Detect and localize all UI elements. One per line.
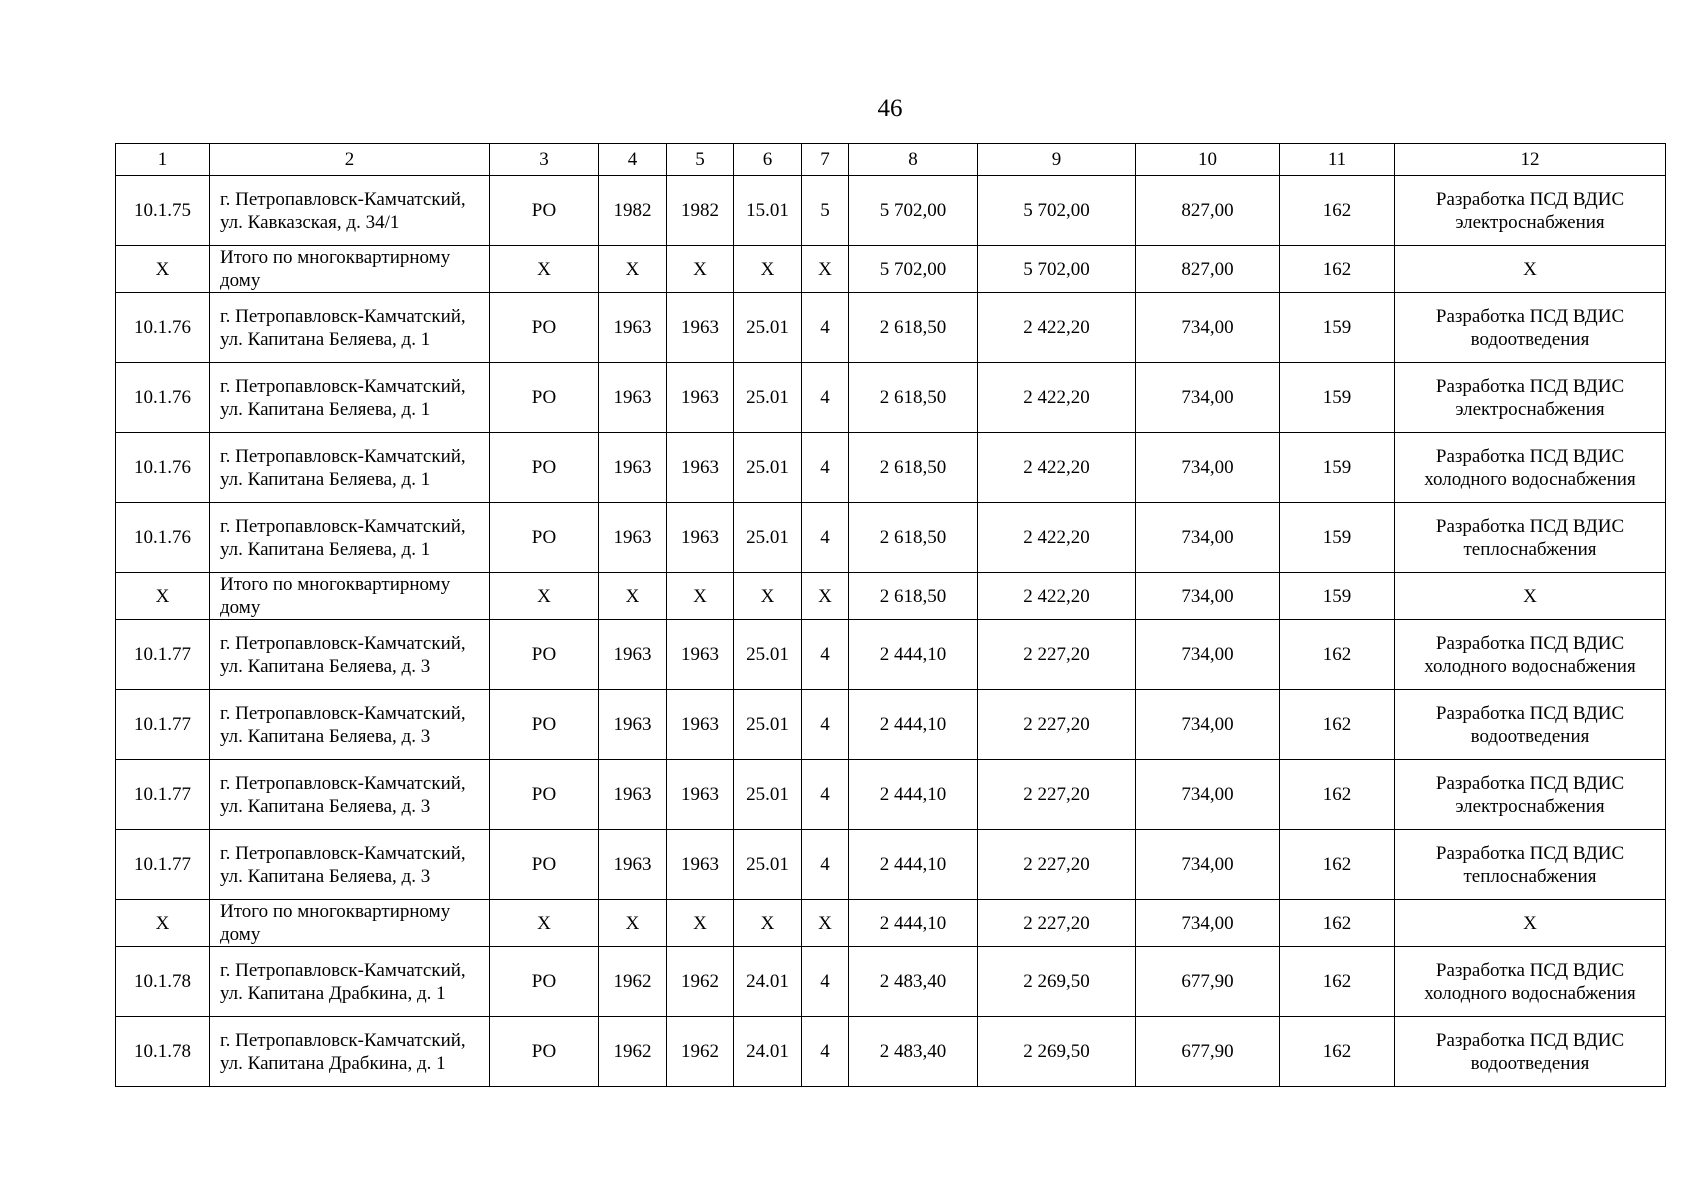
table-cell: 2 444,10 xyxy=(849,760,978,830)
table-cell: 2 618,50 xyxy=(849,293,978,363)
table-cell: 4 xyxy=(802,363,849,433)
table-cell: 10.1.75 xyxy=(116,176,210,246)
table-cell: Х xyxy=(667,246,734,293)
table-cell: г. Петропавловск-Камчатский, ул. Кавказская, д. 34/1 xyxy=(210,176,490,246)
table-cell: 10.1.78 xyxy=(116,1017,210,1087)
table-cell: РО xyxy=(490,760,599,830)
column-number-cell: 4 xyxy=(599,144,667,176)
table-cell: 827,00 xyxy=(1136,176,1280,246)
table-cell: 25.01 xyxy=(734,690,802,760)
table-cell: 1962 xyxy=(667,947,734,1017)
table-cell: г. Петропавловск-Камчатский, ул. Капитана Беляева, д. 1 xyxy=(210,363,490,433)
table-cell: РО xyxy=(490,503,599,573)
table-cell: 734,00 xyxy=(1136,620,1280,690)
table-cell: 734,00 xyxy=(1136,760,1280,830)
table-cell: 2 444,10 xyxy=(849,900,978,947)
table-cell: Х xyxy=(599,900,667,947)
table-cell: Х xyxy=(1395,900,1666,947)
table-cell: 4 xyxy=(802,1017,849,1087)
table-cell: 2 444,10 xyxy=(849,690,978,760)
table-cell: 5 702,00 xyxy=(849,246,978,293)
table-row xyxy=(116,690,1666,760)
table-cell: 2 227,20 xyxy=(978,760,1136,830)
table-row xyxy=(116,620,1666,690)
table-cell: 2 227,20 xyxy=(978,900,1136,947)
table-total-row xyxy=(116,900,1666,947)
table-cell: 1963 xyxy=(599,503,667,573)
table-row xyxy=(116,433,1666,503)
table-cell: 734,00 xyxy=(1136,433,1280,503)
table-cell: 1963 xyxy=(667,363,734,433)
column-number-cell: 3 xyxy=(490,144,599,176)
table-cell: Итого по многоквартирному дому xyxy=(210,900,490,947)
table-cell: 162 xyxy=(1280,830,1395,900)
column-number-cell: 5 xyxy=(667,144,734,176)
table-cell: 25.01 xyxy=(734,830,802,900)
table-cell: 10.1.77 xyxy=(116,830,210,900)
table-cell: Разработка ПСД ВДИС водоотведения xyxy=(1395,690,1666,760)
table-cell: 734,00 xyxy=(1136,900,1280,947)
table-row xyxy=(116,947,1666,1017)
table-cell: 1962 xyxy=(599,1017,667,1087)
table-row xyxy=(116,1017,1666,1087)
table-total-row xyxy=(116,573,1666,620)
table-cell: Х xyxy=(734,573,802,620)
table-cell: РО xyxy=(490,433,599,503)
table-cell: 5 702,00 xyxy=(849,176,978,246)
table-cell: Х xyxy=(599,246,667,293)
table-cell: 1982 xyxy=(667,176,734,246)
table-cell: 1963 xyxy=(599,363,667,433)
table-cell: 10.1.77 xyxy=(116,620,210,690)
table-cell: 162 xyxy=(1280,1017,1395,1087)
table-row xyxy=(116,176,1666,246)
table-cell: 159 xyxy=(1280,433,1395,503)
table-cell: 2 227,20 xyxy=(978,690,1136,760)
table-cell: г. Петропавловск-Камчатский, ул. Капитана Беляева, д. 1 xyxy=(210,433,490,503)
table-cell: 734,00 xyxy=(1136,690,1280,760)
table-cell: 1963 xyxy=(667,433,734,503)
table-cell: 25.01 xyxy=(734,760,802,830)
table-cell: Х xyxy=(1395,246,1666,293)
table-cell: 25.01 xyxy=(734,433,802,503)
column-number-cell: 6 xyxy=(734,144,802,176)
table-cell: Х xyxy=(667,573,734,620)
register-table xyxy=(115,143,1666,1087)
table-cell: 2 422,20 xyxy=(978,433,1136,503)
table-cell: 2 269,50 xyxy=(978,947,1136,1017)
table-cell: 2 618,50 xyxy=(849,363,978,433)
table-cell: 10.1.78 xyxy=(116,947,210,1017)
table-cell: 162 xyxy=(1280,760,1395,830)
table-cell: 734,00 xyxy=(1136,830,1280,900)
table-cell: 2 422,20 xyxy=(978,293,1136,363)
table-cell: РО xyxy=(490,293,599,363)
table-cell: 1963 xyxy=(667,760,734,830)
column-number-cell: 11 xyxy=(1280,144,1395,176)
table-cell: 2 618,50 xyxy=(849,433,978,503)
table-cell: Х xyxy=(1395,573,1666,620)
column-number-cell: 8 xyxy=(849,144,978,176)
table-cell: 827,00 xyxy=(1136,246,1280,293)
table-cell: 1963 xyxy=(667,620,734,690)
table-cell: Итого по многоквартирному дому xyxy=(210,246,490,293)
table-cell: Х xyxy=(802,900,849,947)
table-row xyxy=(116,293,1666,363)
table-cell: 1963 xyxy=(599,690,667,760)
table-cell: 10.1.76 xyxy=(116,433,210,503)
table-cell: Х xyxy=(802,573,849,620)
table-cell: 1963 xyxy=(667,830,734,900)
column-number-cell: 7 xyxy=(802,144,849,176)
table-cell: 4 xyxy=(802,503,849,573)
table-cell: 24.01 xyxy=(734,947,802,1017)
table-cell: 25.01 xyxy=(734,293,802,363)
table-cell: 2 483,40 xyxy=(849,1017,978,1087)
table-cell: 15.01 xyxy=(734,176,802,246)
table-cell: 734,00 xyxy=(1136,363,1280,433)
table-cell: 4 xyxy=(802,620,849,690)
table-cell: 159 xyxy=(1280,363,1395,433)
table-cell: 2 422,20 xyxy=(978,503,1136,573)
table-cell: 4 xyxy=(802,830,849,900)
table-total-row xyxy=(116,246,1666,293)
table-cell: Разработка ПСД ВДИС водоотведения xyxy=(1395,1017,1666,1087)
table-row xyxy=(116,830,1666,900)
table-cell: 1982 xyxy=(599,176,667,246)
page-number: 46 xyxy=(877,95,903,122)
table-cell: Х xyxy=(599,573,667,620)
table-cell: 2 227,20 xyxy=(978,620,1136,690)
table-row xyxy=(116,363,1666,433)
table-cell: 2 483,40 xyxy=(849,947,978,1017)
table-cell: 1963 xyxy=(599,433,667,503)
table-body xyxy=(116,144,1666,1087)
column-number-cell: 1 xyxy=(116,144,210,176)
table-cell: 2 227,20 xyxy=(978,830,1136,900)
table-cell: 1962 xyxy=(667,1017,734,1087)
table-cell: г. Петропавловск-Камчатский, ул. Капитана Беляева, д. 3 xyxy=(210,760,490,830)
table-cell: Разработка ПСД ВДИС теплоснабжения xyxy=(1395,830,1666,900)
table-cell: 1963 xyxy=(599,620,667,690)
table-cell: 1963 xyxy=(599,293,667,363)
table-cell: 2 422,20 xyxy=(978,573,1136,620)
table-cell: Разработка ПСД ВДИС теплоснабжения xyxy=(1395,503,1666,573)
table-cell: 4 xyxy=(802,690,849,760)
table-cell: 162 xyxy=(1280,947,1395,1017)
table-cell: Разработка ПСД ВДИС электроснабжения xyxy=(1395,760,1666,830)
table-cell: 10.1.77 xyxy=(116,760,210,830)
table-cell: 2 444,10 xyxy=(849,830,978,900)
table-cell: Х xyxy=(116,573,210,620)
table-cell: 677,90 xyxy=(1136,1017,1280,1087)
table-cell: 1962 xyxy=(599,947,667,1017)
table-cell: Х xyxy=(490,900,599,947)
table-cell: 162 xyxy=(1280,900,1395,947)
table-cell: 734,00 xyxy=(1136,503,1280,573)
table-cell: 24.01 xyxy=(734,1017,802,1087)
table-cell: Разработка ПСД ВДИС холодного водоснабжения xyxy=(1395,433,1666,503)
table-cell: 1963 xyxy=(667,503,734,573)
table-cell: РО xyxy=(490,830,599,900)
column-number-cell: 10 xyxy=(1136,144,1280,176)
table-cell: 4 xyxy=(802,947,849,1017)
table-cell: 2 422,20 xyxy=(978,363,1136,433)
table-cell: 159 xyxy=(1280,503,1395,573)
table-cell: 10.1.76 xyxy=(116,503,210,573)
table-cell: 5 702,00 xyxy=(978,176,1136,246)
table-cell: РО xyxy=(490,363,599,433)
table-cell: 10.1.77 xyxy=(116,690,210,760)
table-cell: 162 xyxy=(1280,176,1395,246)
table-cell: Итого по многоквартирному дому xyxy=(210,573,490,620)
table-cell: Х xyxy=(490,246,599,293)
table-cell: РО xyxy=(490,690,599,760)
table-cell: Х xyxy=(116,246,210,293)
table-cell: РО xyxy=(490,620,599,690)
table-cell: 10.1.76 xyxy=(116,363,210,433)
table-cell: Разработка ПСД ВДИС холодного водоснабжения xyxy=(1395,947,1666,1017)
table-cell: 2 618,50 xyxy=(849,503,978,573)
table-cell: г. Петропавловск-Камчатский, ул. Капитана Драбкина, д. 1 xyxy=(210,947,490,1017)
table-cell: г. Петропавловск-Камчатский, ул. Капитана Беляева, д. 1 xyxy=(210,293,490,363)
table-cell: 25.01 xyxy=(734,620,802,690)
table-cell: г. Петропавловск-Камчатский, ул. Капитана Драбкина, д. 1 xyxy=(210,1017,490,1087)
table-cell: 1963 xyxy=(667,293,734,363)
table-cell: Разработка ПСД ВДИС водоотведения xyxy=(1395,293,1666,363)
table-cell: Х xyxy=(734,900,802,947)
table-row xyxy=(116,503,1666,573)
table-cell: Разработка ПСД ВДИС холодного водоснабжения xyxy=(1395,620,1666,690)
table-cell: 2 618,50 xyxy=(849,573,978,620)
table-cell: 25.01 xyxy=(734,503,802,573)
table-cell: 2 269,50 xyxy=(978,1017,1136,1087)
table-cell: г. Петропавловск-Камчатский, ул. Капитана Беляева, д. 1 xyxy=(210,503,490,573)
table-cell: Х xyxy=(734,246,802,293)
table-cell: 1963 xyxy=(599,830,667,900)
table-cell: Х xyxy=(490,573,599,620)
table-cell: 677,90 xyxy=(1136,947,1280,1017)
table-cell: Х xyxy=(802,246,849,293)
table-cell: 4 xyxy=(802,293,849,363)
table-cell: РО xyxy=(490,947,599,1017)
column-number-cell: 12 xyxy=(1395,144,1666,176)
table-cell: г. Петропавловск-Камчатский, ул. Капитана Беляева, д. 3 xyxy=(210,690,490,760)
table-cell: 734,00 xyxy=(1136,573,1280,620)
table-cell: 162 xyxy=(1280,246,1395,293)
table-cell: РО xyxy=(490,176,599,246)
column-number-cell: 2 xyxy=(210,144,490,176)
table-cell: 734,00 xyxy=(1136,293,1280,363)
table-header-row xyxy=(116,144,1666,176)
table-cell: 162 xyxy=(1280,620,1395,690)
table-cell: 10.1.76 xyxy=(116,293,210,363)
table-cell: 162 xyxy=(1280,690,1395,760)
table-row xyxy=(116,760,1666,830)
table-cell: 159 xyxy=(1280,293,1395,363)
table-cell: Х xyxy=(667,900,734,947)
table-cell: 2 444,10 xyxy=(849,620,978,690)
table-cell: 4 xyxy=(802,433,849,503)
table-cell: Разработка ПСД ВДИС электроснабжения xyxy=(1395,363,1666,433)
table-cell: 5 xyxy=(802,176,849,246)
table-cell: 25.01 xyxy=(734,363,802,433)
table-cell: 159 xyxy=(1280,573,1395,620)
table-cell: Разработка ПСД ВДИС электроснабжения xyxy=(1395,176,1666,246)
table-cell: 1963 xyxy=(599,760,667,830)
table-cell: РО xyxy=(490,1017,599,1087)
table-cell: 4 xyxy=(802,760,849,830)
table-cell: г. Петропавловск-Камчатский, ул. Капитана Беляева, д. 3 xyxy=(210,620,490,690)
column-number-cell: 9 xyxy=(978,144,1136,176)
table-cell: Х xyxy=(116,900,210,947)
table-cell: 1963 xyxy=(667,690,734,760)
table-cell: 5 702,00 xyxy=(978,246,1136,293)
table-cell: г. Петропавловск-Камчатский, ул. Капитана Беляева, д. 3 xyxy=(210,830,490,900)
